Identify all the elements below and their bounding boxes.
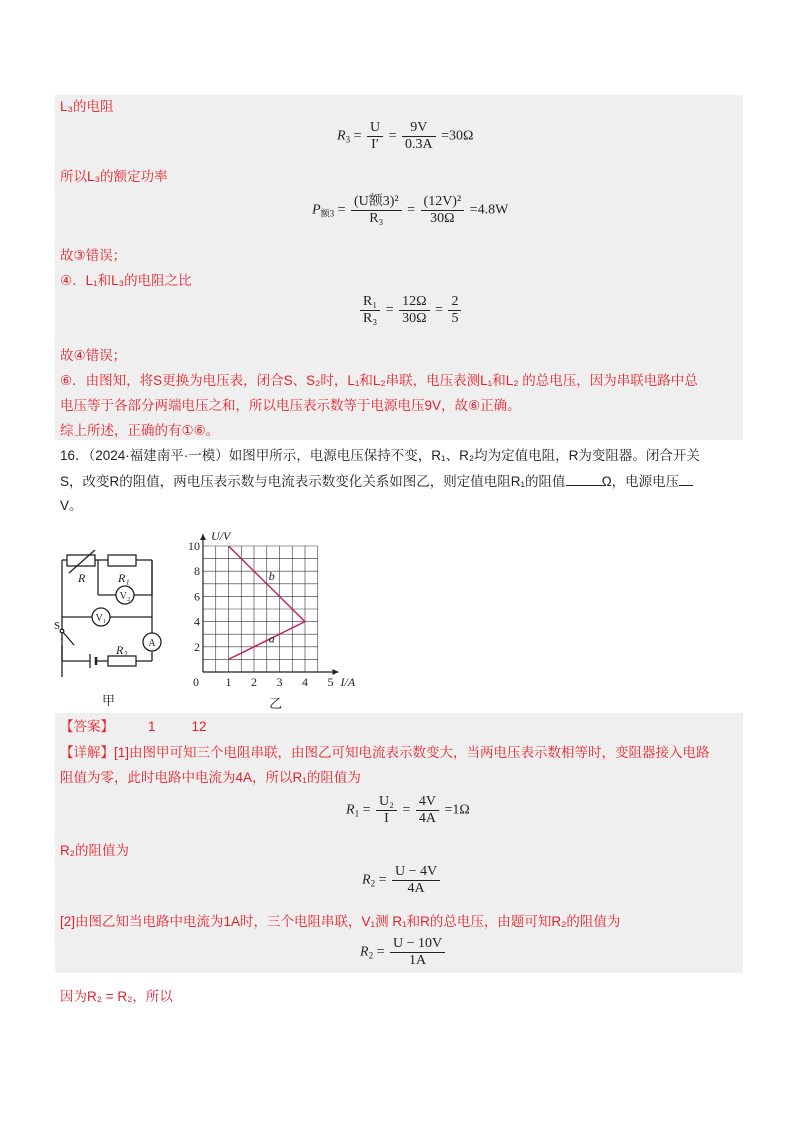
equation-r1: $R_1$ = $\frac{\text{U₂}}{I}$ = $\frac{4V}{4A}$ =1Ω (346, 794, 470, 826)
series-label-b: b (268, 568, 275, 583)
l3-resistance-label: L₃的电阻 (60, 99, 114, 114)
y-tick-label: 8 (194, 564, 200, 579)
summary-text: 综上所述，正确的有①⑥。 (60, 423, 220, 438)
label-r1: R₁ (118, 571, 130, 585)
question-16-line1: 16．（2024·福建南平·一模）如图甲所示，电源电压保持不变，R₁、R₂均为定值电阻，R为变阻器。闭合开关 (60, 448, 700, 463)
series-label-a: a (268, 631, 275, 646)
x-tick-label: 1 (225, 675, 232, 689)
detail-line1 (60, 744, 710, 762)
equation-p3: $P_{额3}$ = $\frac{\text{(U额3)²}}{\text{R₃}}$ = $\frac{\text{(12V)²}}{30\Omega}$ =4.8W (312, 194, 509, 226)
eq2-num2: (12V)² (421, 194, 465, 211)
answer-blank-1 (566, 472, 602, 486)
question-16-line3: V。 (60, 498, 83, 513)
equation-r3: $R_3$ = $\frac{U}{I'}$ = $\frac{9V}{0.3A}$ =30Ω (337, 120, 474, 152)
y-tick-label: 4 (194, 614, 200, 629)
answer-label: 【答案】 (60, 719, 114, 734)
equation-ratio: $\frac{\text{R₁}}{\text{R₃}}$ = $\frac{12\Omega}{30\Omega}$ = $\frac{2}{5}$ (358, 294, 463, 327)
voltage-current-chart (190, 520, 370, 712)
conclusion-3: 故③错误； (60, 248, 127, 263)
eq1-den1: I′ (371, 137, 379, 152)
y-tick-label: 6 (194, 589, 200, 604)
y-axis-label: U/V (211, 529, 231, 543)
x-tick-label: 2 (251, 675, 257, 689)
eq5-num: U − 4V (392, 864, 440, 881)
answer-line (60, 718, 207, 736)
x-tick-label: 4 (302, 675, 308, 689)
eq1-result: 30Ω (449, 128, 474, 144)
item-4-text: ④．L₁和L₃的电阻之比 (60, 273, 192, 288)
x-tick-label: 0 (193, 675, 199, 689)
rated-power-label: 所以L₃的额定功率 (60, 169, 168, 184)
answer-value-2: 12 (191, 719, 207, 734)
caption-jia: 甲 (102, 693, 116, 708)
resistor-r2 (108, 656, 136, 666)
label-r2: R₂ (116, 643, 128, 657)
eq4-num2: 4V (416, 794, 439, 811)
eq3-num3: 2 (448, 294, 461, 311)
eq4-num1: U₂ (376, 794, 397, 811)
eq1-num1: U (367, 120, 383, 137)
eq3-den2: 30Ω (402, 311, 427, 326)
eq4-den1: I (384, 811, 389, 826)
eq6-den: 1A (408, 953, 427, 968)
eq1-den2: 0.3A (405, 137, 433, 152)
answer-value-1: 1 (148, 719, 156, 734)
detail-label: 【详解】 (60, 745, 114, 760)
conclusion-4: 故④错误； (60, 348, 127, 363)
equation-r2-b: $R_2$ = $\frac{U - 10V}{1A}$ (360, 936, 447, 969)
eq1-num2: 9V (402, 120, 436, 137)
y-tick-label: 10 (188, 539, 200, 553)
circuit-diagram (52, 545, 182, 710)
y-tick-label: 2 (194, 639, 200, 654)
eq1-lhs: R (337, 128, 346, 144)
x-tick-label: 5 (327, 675, 334, 689)
eq2-lhs-sub: 额3 (320, 208, 335, 219)
eq4-result: 1Ω (452, 802, 470, 818)
x-axis-label: I/A (340, 675, 356, 689)
eq2-den1: R₃ (369, 211, 384, 226)
bottom-line: 因为R₂ = R₂，所以 (60, 989, 173, 1004)
item-6-line1: ⑥．由图知，将S更换为电压表，闭合S、S₂时，L₁和L₂串联，电压表测L₁和L₂ 的总电压，因为串联电路中总 (60, 373, 698, 388)
detail-text-1: [1]由图甲可知三个电阻串联，由图乙可知电流表示数变大，当两电压表示数相等时，变阻器接入电路 (114, 745, 710, 760)
question-16-line2b: Ω，电源电压 (601, 474, 680, 489)
resistor-r1 (108, 555, 136, 566)
x-tick-label: 3 (276, 675, 283, 689)
detail-2-text: [2]由图乙知当电路中电流为1A时，三个电阻串联，V₁测 R₁和R的总电压，由题可知R₂的阻值为 (60, 914, 621, 929)
eq3-den3: 5 (451, 311, 459, 326)
detail-line2: 阻值为零，此时电路中电流为4A，所以R₁的阻值为 (60, 770, 361, 785)
eq2-den2: 30Ω (430, 211, 455, 226)
eq3-num1: R₁ (360, 294, 380, 311)
question-16-line2 (60, 472, 693, 491)
eq1-lhs-sub: 3 (345, 134, 351, 145)
y-axis-arrow (200, 534, 206, 540)
eq3-num2: 12Ω (399, 294, 429, 311)
eq5-den: 4A (407, 881, 425, 896)
eq4-den2: 4A (418, 811, 436, 826)
label-v1: V₁ (95, 613, 107, 624)
label-v2: V₂ (119, 591, 131, 602)
question-16-line2a: S，改变R的阻值，两电压表示数与电流表示数变化关系如图乙，则定值电阻R₁的阻值 (60, 474, 566, 489)
eq2-lhs: P (312, 202, 321, 218)
eq3-den1: R₃ (363, 311, 378, 326)
eq2-result: 4.8W (477, 202, 509, 218)
chart-caption: 乙 (269, 696, 283, 711)
answer-blank-2 (679, 472, 693, 486)
equation-r2-a: $R_2$ = $\frac{U - 4V}{4A}$ (362, 864, 442, 897)
label-r: R (78, 571, 86, 585)
rheostat-r (67, 555, 95, 566)
eq6-num: U − 10V (390, 936, 445, 953)
switch-s (62, 631, 74, 645)
eq2-num1: (U额3)² (351, 194, 402, 211)
label-a: A (148, 638, 156, 649)
r2-label: R₂的阻值为 (60, 843, 129, 858)
item-6-line2: 电压等于各部分两端电压之和，所以电压表示数等于电源电压9V，故⑥正确。 (60, 398, 521, 413)
label-s: S (54, 620, 61, 632)
